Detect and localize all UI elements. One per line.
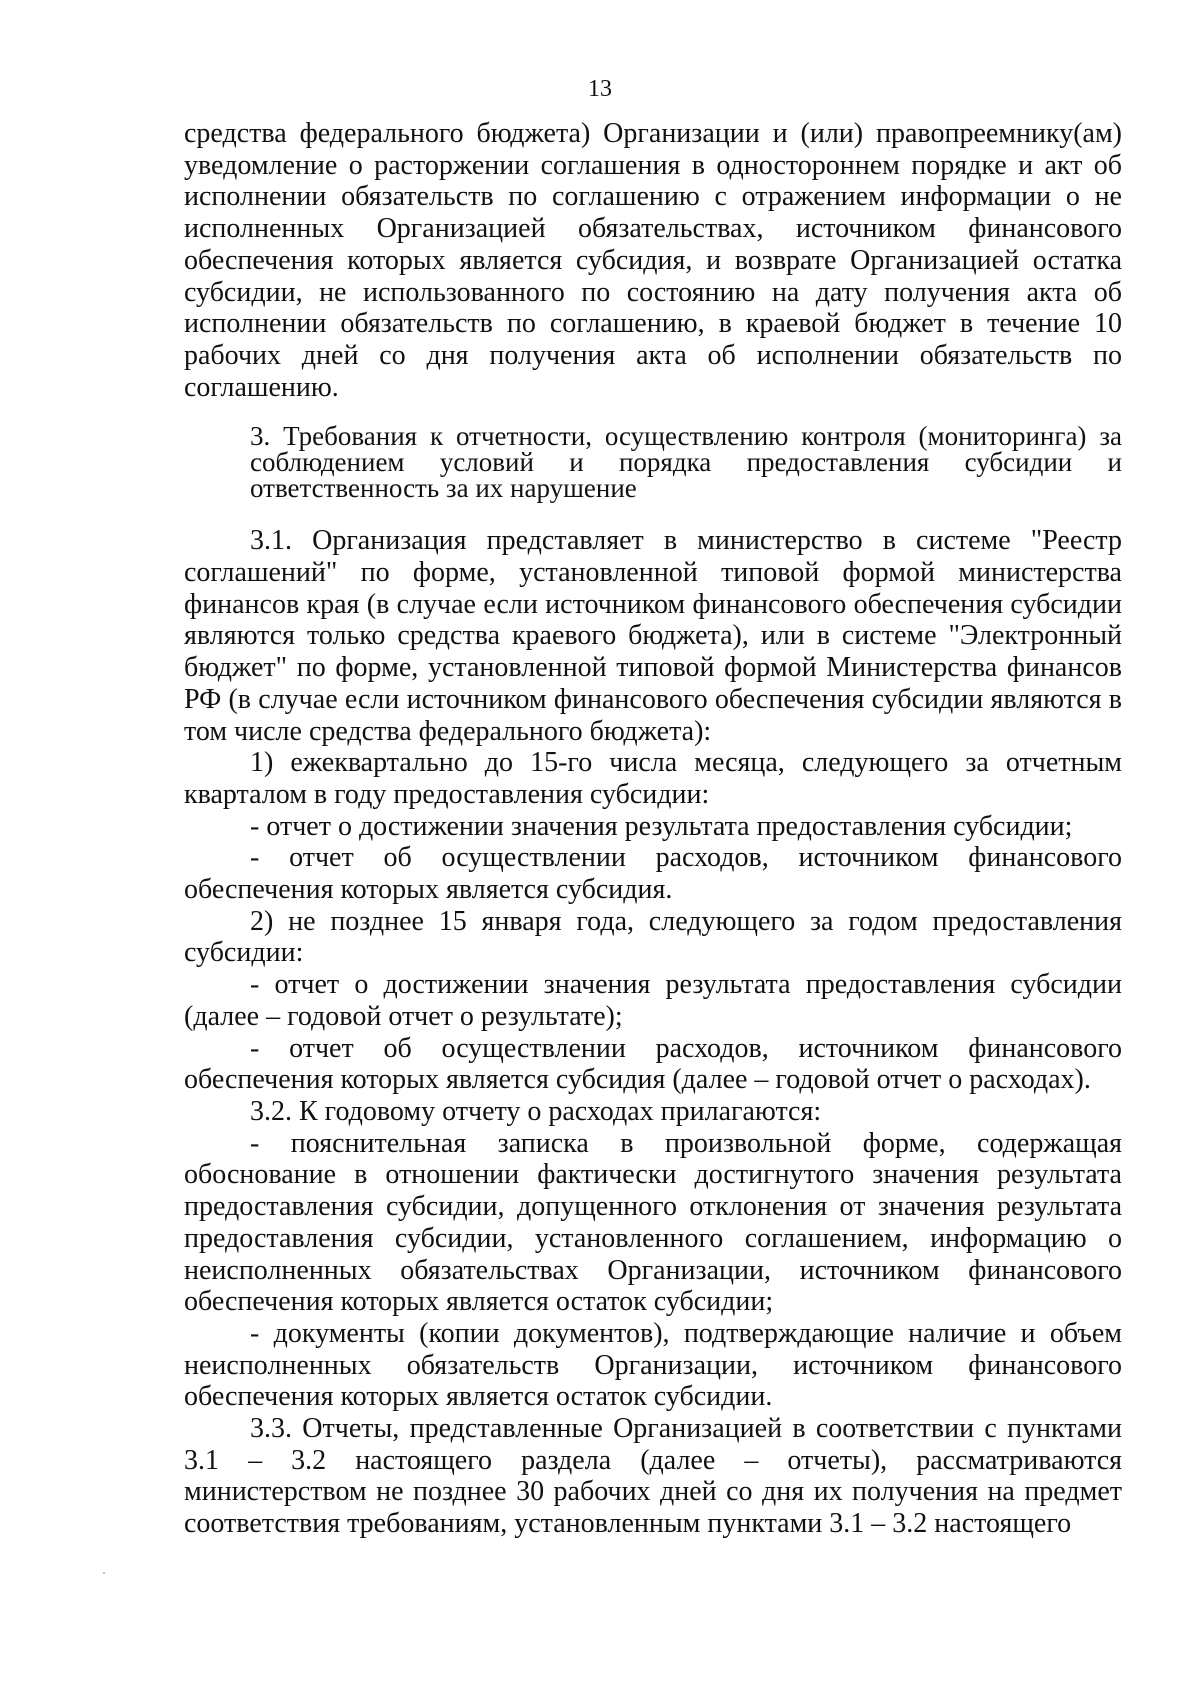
paragraph-3-2: 3.2. К годовому отчету о расходах прилагаются:: [250, 1095, 822, 1127]
list-item-quarterly: 1) ежеквартально до 15-го числа месяца, следующего за отчетным кварталом в году предоставления субсидии:: [184, 747, 1122, 810]
list-item-result-report: - отчет о достижении значения результата предоставления субсидии;: [250, 810, 1073, 842]
list-item-documents: - документы (копии документов), подтверждающие наличие и объем неисполненных обязательств Организации, источником финансового обеспечения которых является остаток субсидии.: [184, 1317, 1122, 1413]
section-heading: 3. Требования к отчетности, осуществлению контроля (мониторинга) за соблюдением условий и порядка предоставления субсидии и ответственность за их нарушение: [250, 421, 1122, 504]
list-item-explanatory-note: - пояснительная записка в произвольной форме, содержащая обоснование в отношении фактически достигнутого значения результата предоставления субсидии, допущенного отклонения от значения результата предоставления субсидии, установленного соглашением, информацию о неисполненных обязательствах Организации, источником финансового обеспечения которых является остаток субсидии;: [184, 1127, 1122, 1318]
list-item-expense-report: - отчет об осуществлении расходов, источником финансового обеспечения которых является субсидия.: [184, 842, 1122, 906]
document-body: [184, 118, 1122, 1540]
spacer: [184, 501, 1122, 525]
paragraph-3-1: 3.1. Организация представляет в министерство в системе "Реестр соглашений" по форме, установленной типовой формой министерства финансов края (в случае если источником финансового обеспечения субсидии являются только средства краевого бюджета), или в системе "Электронный бюджет" по форме, установленной типовой формой Министерства финансов РФ (в случае если источником финансового обеспечения субсидии являются в том числе средства федерального бюджета):: [184, 525, 1122, 747]
list-item-annual-expense-report: - отчет об осуществлении расходов, источником финансового обеспечения которых является субсидия (далее – годовой отчет о расходах).: [184, 1032, 1122, 1096]
list-item-annual-result-report: - отчет о достижении значения результата предоставления субсидии (далее – годовой отчет о результате);: [184, 969, 1122, 1032]
scan-speck: [103, 1572, 105, 1574]
page-number: 13: [588, 76, 612, 102]
paragraph-3-3: 3.3. Отчеты, представленные Организацией в соответствии с пунктами 3.1 – 3.2 настоящего раздела (далее – отчеты), рассматриваются министерством не позднее 30 рабочих дней со дня их получения на предмет соответствия требованиям, установленным пунктами 3.1 – 3.2 настоящего: [184, 1413, 1122, 1540]
paragraph-continuation: средства федерального бюджета) Организации и (или) правопреемнику(ам) уведомление о расторжении соглашения в одностороннем порядке и акт об исполнении обязательств по соглашению с отражением информации о не исполненных Организацией обязательствах, источником финансового обеспечения которых является субсидия, и возврате Организацией остатка субсидии, не использованного по состоянию на дату получения акта об исполнении обязательств по соглашению, в краевой бюджет в течение 10 рабочих дней со дня получения акта об исполнении обязательств по соглашению.: [184, 118, 1122, 403]
spacer: [184, 403, 1122, 423]
list-item-annual: 2) не позднее 15 января года, следующего за годом предоставления субсидии:: [184, 905, 1122, 969]
